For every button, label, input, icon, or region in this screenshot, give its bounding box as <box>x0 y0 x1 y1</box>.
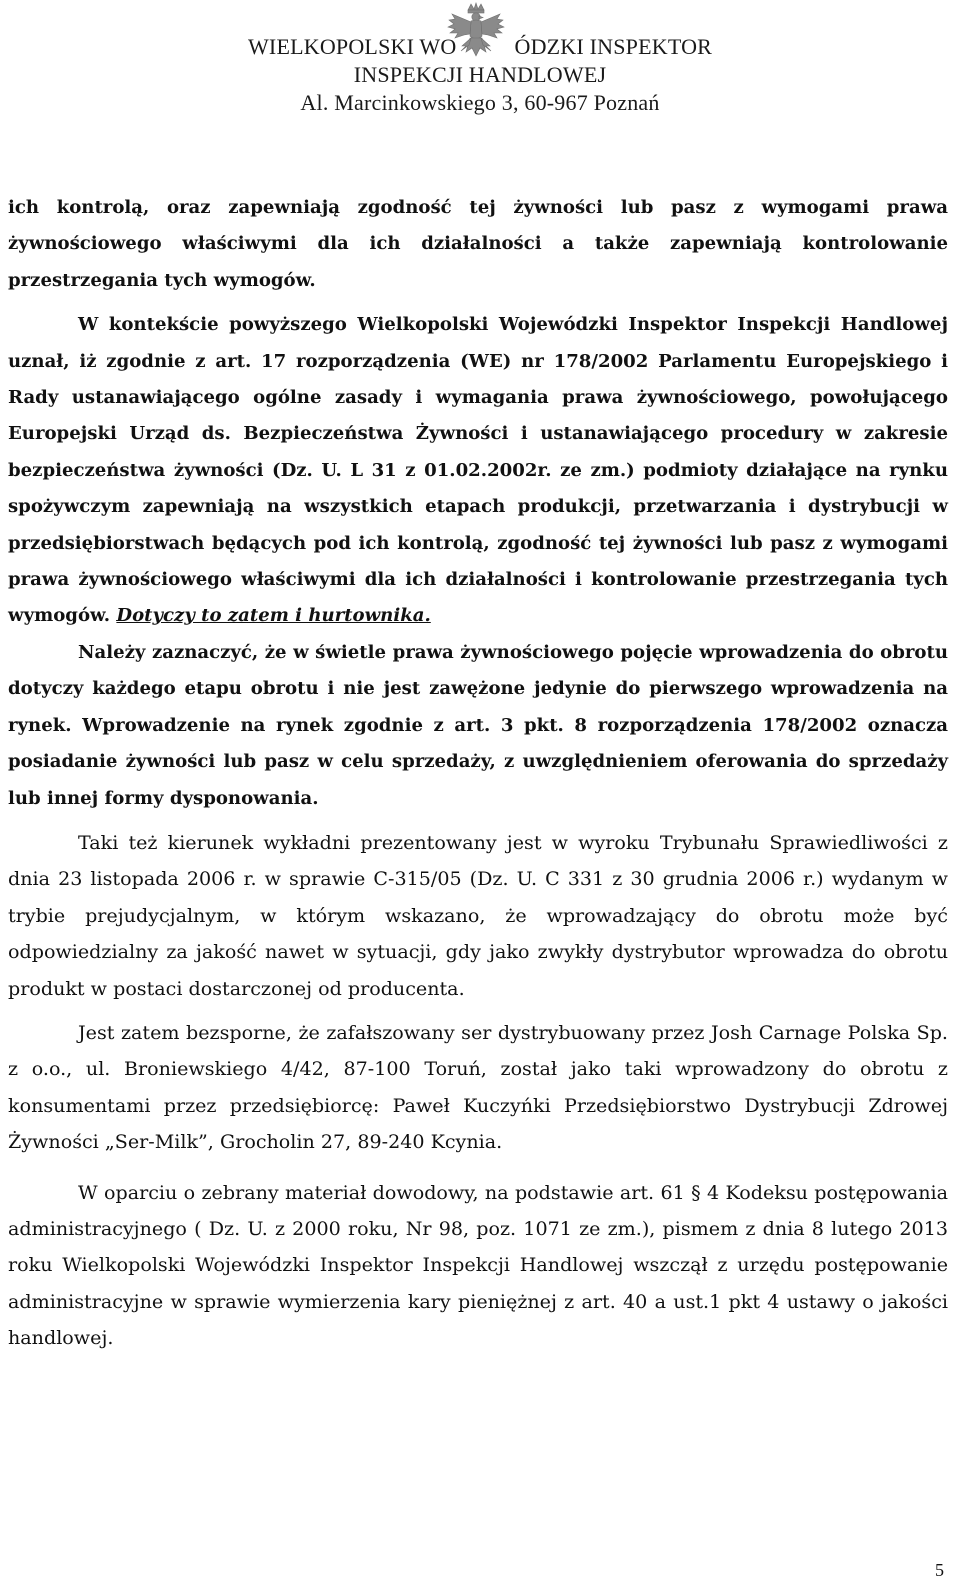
paragraph-6: W oparciu o zebrany materiał dowodowy, na podstawie art. 61 § 4 Kodeksu postępowania administracyjnego ( Dz. U. z 2000 roku, Nr 98, poz. 1071 ze zm.), pismem z dnia 8 lutego 2013 roku Wielkopolski Wojewódzki Inspektor Inspekcji Handlowej wszczął z urzędu postępowanie administracyjne w sprawie wymierzenia kary pieniężnej z art. 40 a ust.1 pkt 4 ustawy o jakości handlowej. <box>8 1180 948 1350</box>
paragraph-1: ich kontrolą, oraz zapewniają zgodność tej żywności lub pasz z wymogami prawa żywnościowego właściwymi dla ich działalności a także zapewniają kontrolowanie przestrzegania tych wymogów. <box>8 197 948 291</box>
paragraph-2-text: W kontekście powyższego Wielkopolski Wojewódzki Inspektor Inspekcji Handlowej uznał, iż zgodnie z art. 17 rozporządzenia (WE) nr 178/2002 Parlamentu Europejskiego i Rady ustanawiającego ogólne zasady i wymagania prawa żywnościowego, powołującego Europejski Urząd ds. Bezpieczeństwa Żywności i ustanawiającego procedury w zakresie bezpieczeństwa żywności (Dz. U. L 31 z 01.02.2002r. ze zm.) podmioty działające na rynku spożywczym zapewniają na wszystkich etapach produkcji, przetwarzania i dystrybucji w przedsiębiorstwach będących pod ich kontrolą, zgodność tej żywności lub pasz z wymogami prawa żywnościowego właściwymi dla ich działalności i kontrolowanie przestrzegania tych wymogów. <box>8 314 948 627</box>
paragraph-5: Jest zatem bezsporne, że zafałszowany ser dystrybuowany przez Josh Carnage Polska Sp. z o.o., ul. Broniewskiego 4/42, 87-100 Toruń, został jako taki wprowadzony do obrotu z konsumentami przez przedsiębiorcę: Paweł Kuczyńki Przedsiębiorstwo Dystrybucji Zdrowej Żywności „Ser-Milk”, Grocholin 27, 89-240 Kcynia. <box>8 1020 948 1154</box>
letterhead <box>0 0 960 120</box>
letterhead-line-2: INSPEKCJI HANDLOWEJ <box>353 62 607 87</box>
paragraph-2-emphasis: Dotyczy to zatem i hurtownika. <box>116 605 431 627</box>
paragraph-2 <box>8 307 948 635</box>
letterhead-address: Al. Marcinkowskiego 3, 60-967 Poznań <box>300 90 660 115</box>
page-number: 5 <box>935 1560 944 1580</box>
paragraph-3: Należy zaznaczyć, że w świetle prawa żywnościowego pojęcie wprowadzenia do obrotu dotyczy każdego etapu obrotu i nie jest zawężone jedynie do pierwszego wprowadzenia na rynek. Wprowadzenie na rynek zgodnie z art. 3 pkt. 8 rozporządzenia 178/2002 oznacza posiadanie żywności lub pasz w celu sprzedaży, z uwzględnieniem oferowania do sprzedaży lub innej formy dysponowania. <box>8 641 948 809</box>
paragraph-4: Taki też kierunek wykładni prezentowany jest w wyroku Trybunału Sprawiedliwości z dnia 23 listopada 2006 r. w sprawie C-315/05 (Dz. U. C 331 z 30 grudnia 2006 r.) wydanym w trybie prejudycjalnym, w którym wskazano, że wprowadzający do obrotu może być odpowiedzialny za jakość nawet w sytuacji, gdy jako zwykły dystrybutor wprowadza do obrotu produkt w postaci dostarczonej od producenta. <box>8 830 948 1000</box>
letterhead-line-1: WIELKOPOLSKI WO ÓDZKI INSPEKTOR <box>247 34 713 59</box>
document-body <box>8 190 948 1357</box>
